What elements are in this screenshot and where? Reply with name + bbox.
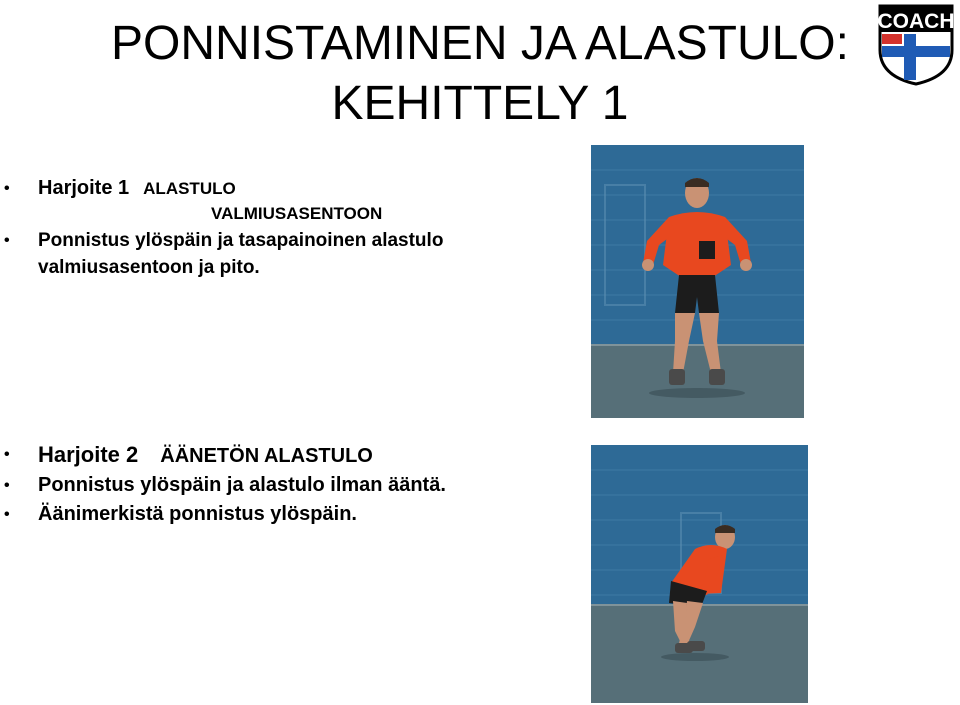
exercise-1-text bbox=[0, 175, 458, 281]
slide-title bbox=[0, 14, 960, 134]
bullet: • bbox=[4, 446, 10, 463]
exercise-2-note-row bbox=[0, 500, 468, 529]
bullet: • bbox=[4, 477, 10, 494]
exercise-1-heading bbox=[0, 175, 458, 227]
title-line-2: KEHITTELY 1 bbox=[331, 77, 629, 130]
exercise-1-heading-part2: VALMIUSASENTOON bbox=[211, 204, 383, 223]
exercise-2-note: Äänimerkistä ponnistus ylöspäin. bbox=[38, 503, 357, 525]
exercise-2-description-row bbox=[0, 471, 468, 500]
exercise-1-heading-part1: ALASTULO bbox=[143, 179, 236, 198]
exercise-2-heading bbox=[0, 440, 468, 471]
photo-ready-stance bbox=[591, 145, 804, 418]
title-line-1: PONNISTAMINEN JA ALASTULO: bbox=[111, 17, 849, 70]
exercise-2-heading-text: ÄÄNETÖN ALASTULO bbox=[160, 445, 373, 467]
bullet: • bbox=[4, 180, 10, 197]
exercise-2-label: Harjoite 2 bbox=[38, 442, 139, 467]
exercise-1-description: Ponnistus ylöspäin ja tasapainoinen alastulo valmiusasentoon ja pito. bbox=[38, 230, 444, 278]
photo-silent-landing bbox=[591, 445, 808, 703]
exercise-2-text bbox=[0, 440, 468, 529]
exercise-2-description: Ponnistus ylöspäin ja alastulo ilman ääntä. bbox=[38, 474, 446, 496]
bullet: • bbox=[4, 232, 10, 249]
logo-text: COACH bbox=[877, 10, 955, 33]
coach-logo bbox=[874, 2, 958, 86]
exercise-1-description-row bbox=[0, 227, 458, 281]
exercise-1-label: Harjoite 1 bbox=[38, 177, 130, 199]
bullet: • bbox=[4, 506, 10, 523]
